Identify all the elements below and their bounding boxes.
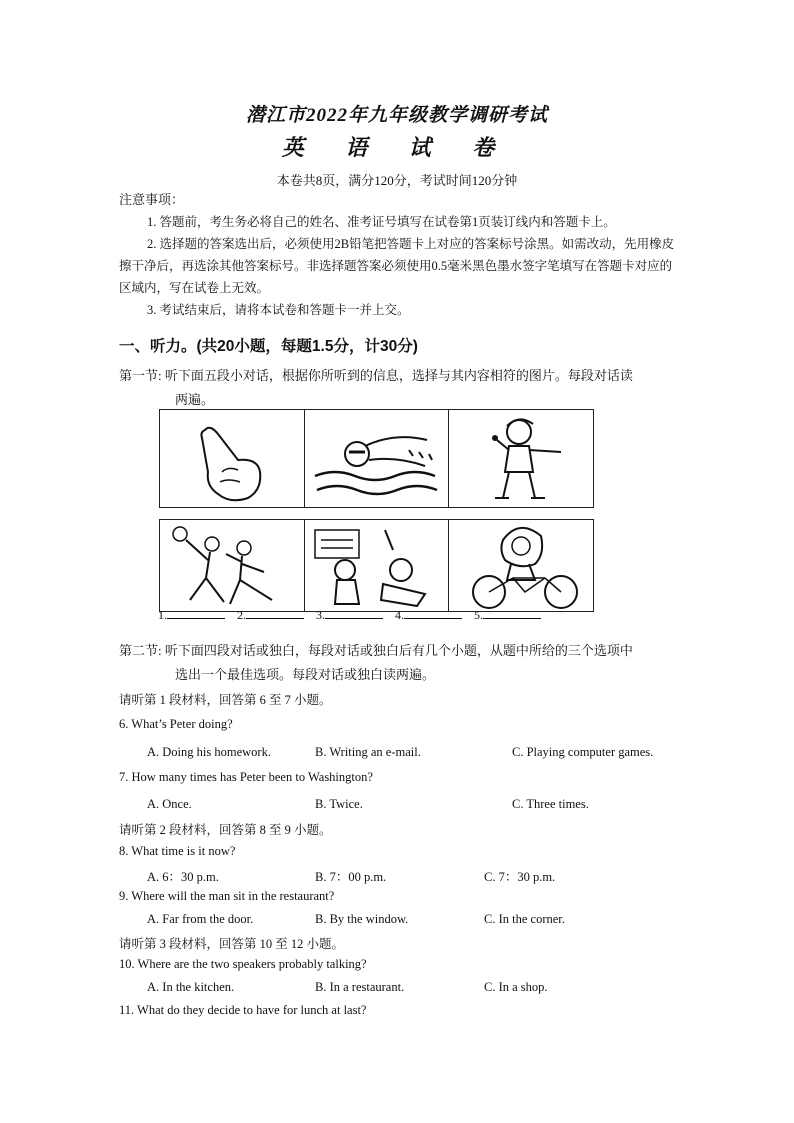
note-item: 2. 选择题的答案选出后，必须使用2B铅笔把答题卡上对应的答案标号涂黑。如需改动，先用橡皮擦干净后，再选涂其他答案标号。非选择题答案必须使用0.5毫米黑色墨水签字笔填写在答题卡对应的区域内，写在试卷上无效。	[119, 237, 675, 295]
picture-dentist	[305, 520, 450, 611]
section-heading: 一、听力。(共20小题，每题1.5分，计30分)	[119, 338, 418, 355]
option-c[interactable]: C. Playing computer games.	[512, 745, 654, 759]
option-a[interactable]: A. 6：30 p.m.	[147, 870, 219, 884]
note-item: 1. 答题前，考生务必将自己的姓名、准考证号填写在试卷第1页装订线内和答题卡上。	[147, 215, 616, 229]
picture-pointing-hand	[160, 410, 305, 507]
option-a[interactable]: A. Far from the door.	[147, 912, 254, 926]
option-b[interactable]: B. 7：00 p.m.	[315, 870, 387, 884]
part1-line: 第一节: 听下面五段小对话，根据你所听到的信息，选择与其内容相符的图片。每段对话读	[119, 368, 633, 383]
option-c[interactable]: C. In a shop.	[484, 980, 548, 994]
answer-blanks	[158, 606, 541, 623]
option-a[interactable]: A. In the kitchen.	[147, 980, 235, 994]
exam-title: 潜江市2022年九年级教学调研考试	[245, 105, 548, 126]
option-b[interactable]: B. Twice.	[315, 797, 363, 811]
option-c[interactable]: C. Three times.	[512, 797, 589, 811]
blank-item[interactable]: 4.	[395, 606, 462, 623]
part2-instructions	[119, 639, 679, 687]
blank-item[interactable]: 5.	[474, 606, 541, 623]
material-intro: 请听第 3 段材料，回答第 10 至 12 小题。	[119, 937, 345, 951]
notes-heading: 注意事项：	[119, 192, 185, 207]
exam-meta: 本卷共8页，满分120分，考试时间120分钟	[276, 173, 518, 188]
note-item: 3. 考试结束后，请将本试卷和答题卡一并上交。	[147, 303, 410, 317]
blank-item[interactable]: 3.	[316, 606, 383, 623]
option-c[interactable]: C. 7：30 p.m.	[484, 870, 556, 884]
question-stem: 7. How many times has Peter been to Washington?	[119, 770, 373, 784]
material-intro: 请听第 2 段材料，回答第 8 至 9 小题。	[119, 823, 332, 837]
option-a[interactable]: A. Doing his homework.	[147, 745, 271, 759]
part1-line: 两遍。	[175, 392, 215, 407]
picture-volleyball	[160, 520, 305, 611]
question-stem: 10. Where are the two speakers probably talking?	[119, 957, 367, 971]
option-b[interactable]: B. Writing an e-mail.	[315, 745, 421, 759]
question-stem: 9. Where will the man sit in the restaurant?	[119, 889, 335, 903]
blank-item[interactable]: 2.	[237, 606, 304, 623]
blank-item[interactable]: 1.	[158, 606, 225, 623]
subject-title: 英 语 试 卷	[281, 135, 513, 160]
option-b[interactable]: B. In a restaurant.	[315, 980, 405, 994]
picture-cycling	[449, 520, 593, 611]
picture-row-1	[159, 409, 594, 508]
option-c[interactable]: C. In the corner.	[484, 912, 565, 926]
part1-instructions	[119, 364, 679, 412]
material-intro: 请听第 1 段材料，回答第 6 至 7 小题。	[119, 693, 332, 707]
picture-row-2	[159, 519, 594, 612]
question-stem: 6. What’s Peter doing?	[119, 717, 233, 731]
option-a[interactable]: A. Once.	[147, 797, 192, 811]
picture-singing	[449, 410, 593, 507]
part2-line: 第二节: 听下面四段对话或独白，每段对话或独白后有几个小题，从题中所给的三个选项中	[119, 643, 633, 658]
part2-line: 选出一个最佳选项。每段对话或独白读两遍。	[175, 667, 436, 682]
option-b[interactable]: B. By the window.	[315, 912, 409, 926]
question-stem: 8. What time is it now?	[119, 844, 236, 858]
question-stem: 11. What do they decide to have for lunch at last?	[119, 1003, 367, 1017]
picture-swimming	[305, 410, 450, 507]
